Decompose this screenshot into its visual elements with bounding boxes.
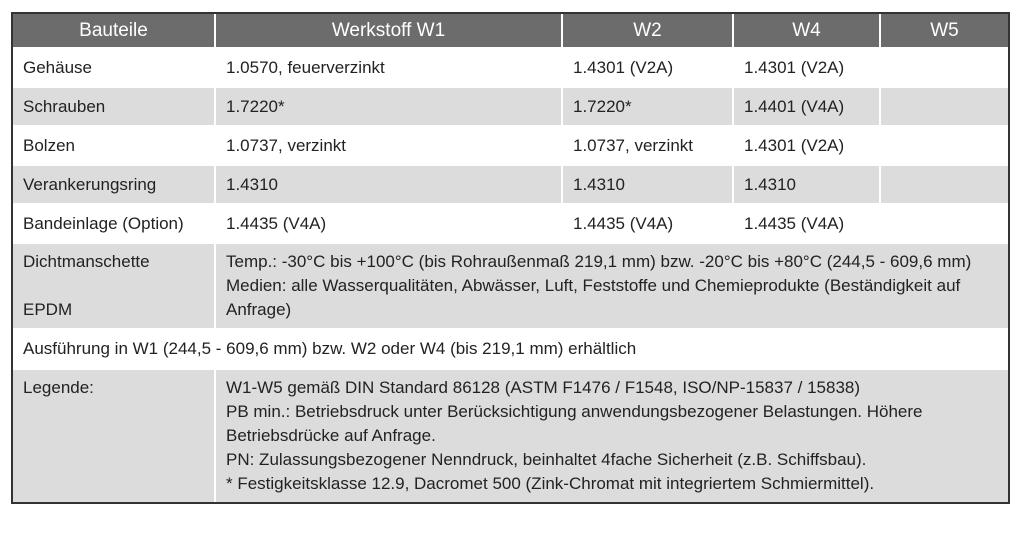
seal-details-cell <box>216 244 1008 330</box>
legend-row <box>13 370 1008 502</box>
w5-cell <box>881 205 1008 244</box>
w1-cell: 1.4310 <box>216 166 563 205</box>
table-row <box>13 49 1008 88</box>
part-cell: Verankerungsring <box>13 166 216 205</box>
materials-table <box>11 12 1010 504</box>
w2-cell: 1.4435 (V4A) <box>563 205 734 244</box>
seal-material: EPDM <box>23 300 73 319</box>
w4-cell: 1.4301 (V2A) <box>734 49 881 88</box>
w4-cell: 1.4310 <box>734 166 881 205</box>
header-row <box>13 14 1008 49</box>
table-row <box>13 127 1008 166</box>
table-row <box>13 88 1008 127</box>
w2-cell: 1.4301 (V2A) <box>563 49 734 88</box>
legend-line: * Festigkeitsklasse 12.9, Dacromet 500 (Zink-Chromat mit integriertem Schmiermittel). <box>226 474 875 493</box>
w5-cell <box>881 166 1008 205</box>
w5-cell <box>881 88 1008 127</box>
w2-cell: 1.4310 <box>563 166 734 205</box>
part-cell: Gehäuse <box>13 49 216 88</box>
header-w4: W4 <box>734 14 881 49</box>
legend-line: W1-W5 gemäß DIN Standard 86128 (ASTM F1476 / F1548, ISO/NP-15837 / 15838) <box>226 378 861 397</box>
legend-line: PN: Zulassungsbezogener Nenndruck, beinhaltet 4fache Sicherheit (z.B. Schiffsbau). <box>226 450 867 469</box>
header-w5: W5 <box>881 14 1008 49</box>
seal-temperature: Temp.: -30°C bis +100°C (bis Rohraußenmaß 219,1 mm) bzw. -20°C bis +80°C (244,5 - 609,6 mm) <box>226 252 972 271</box>
seal-label: Dichtmanschette <box>23 252 150 271</box>
w2-cell: 1.0737, verzinkt <box>563 127 734 166</box>
seal-label-cell <box>13 244 216 330</box>
legend-cell <box>216 370 1008 502</box>
w5-cell <box>881 49 1008 88</box>
part-cell: Schrauben <box>13 88 216 127</box>
availability-note: Ausführung in W1 (244,5 - 609,6 mm) bzw. W2 oder W4 (bis 219,1 mm) erhältlich <box>13 330 1008 370</box>
table-row <box>13 205 1008 244</box>
w1-cell: 1.0737, verzinkt <box>216 127 563 166</box>
header-w1: Werkstoff W1 <box>216 14 563 49</box>
w2-cell: 1.7220* <box>563 88 734 127</box>
seal-media: Medien: alle Wasserqualitäten, Abwässer, Luft, Feststoffe und Chemieprodukte (Beständigkeit auf Anfrage) <box>226 276 961 319</box>
legend-line: PB min.: Betriebsdruck unter Berücksichtigung anwendungsbezogener Belastungen. Höhere Betriebsdrücke auf Anfrage. <box>226 402 923 445</box>
w4-cell: 1.4401 (V4A) <box>734 88 881 127</box>
w1-cell: 1.0570, feuerverzinkt <box>216 49 563 88</box>
part-cell: Bolzen <box>13 127 216 166</box>
legend-label: Legende: <box>13 370 216 502</box>
part-cell: Bandeinlage (Option) <box>13 205 216 244</box>
w4-cell: 1.4301 (V2A) <box>734 127 881 166</box>
w4-cell: 1.4435 (V4A) <box>734 205 881 244</box>
seal-row <box>13 244 1008 330</box>
w1-cell: 1.7220* <box>216 88 563 127</box>
table-row <box>13 166 1008 205</box>
header-bauteile: Bauteile <box>13 14 216 49</box>
availability-row <box>13 330 1008 370</box>
w5-cell <box>881 127 1008 166</box>
w1-cell: 1.4435 (V4A) <box>216 205 563 244</box>
header-w2: W2 <box>563 14 734 49</box>
